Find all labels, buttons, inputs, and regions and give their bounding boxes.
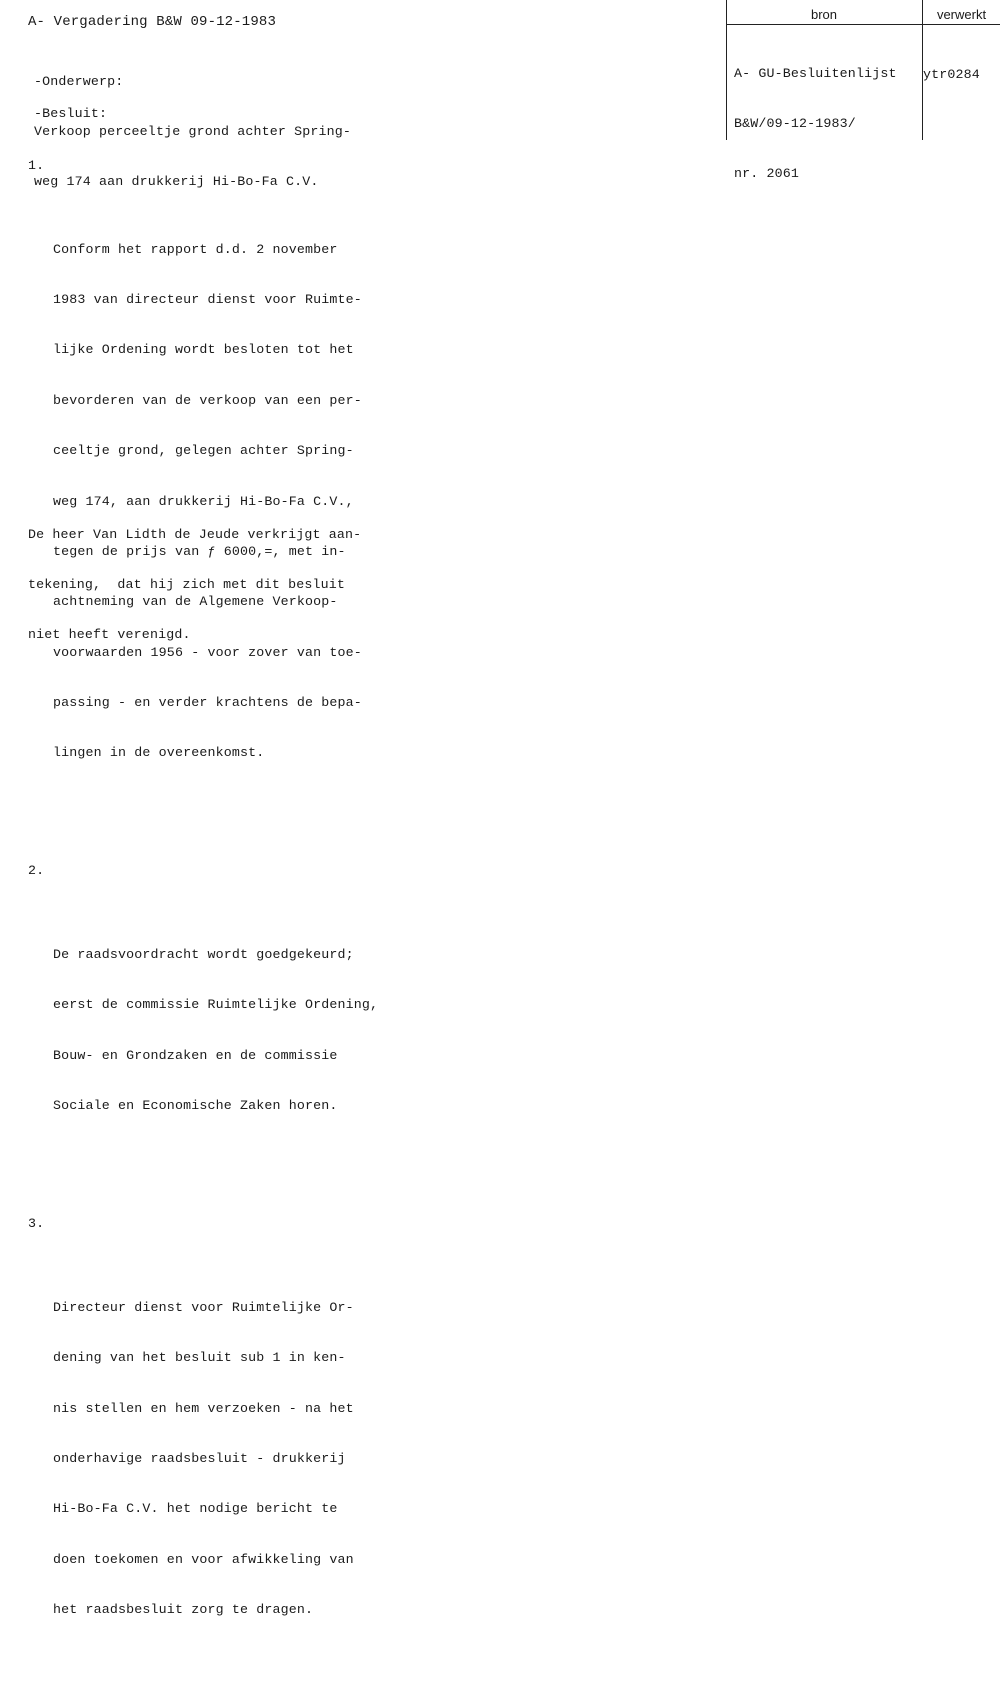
table-header-rule — [726, 24, 1000, 25]
onderwerp-line: Verkoop perceeltje grond achter Spring- — [34, 123, 352, 139]
item-line: onderhavige raadsbesluit - drukkerij — [53, 1450, 346, 1466]
item-number: 3. — [28, 1215, 45, 1231]
item-line: lingen in de overeenkomst. — [53, 745, 265, 761]
item-line: passing - en verder krachtens de bepa- — [53, 695, 362, 711]
besluit-item-3 — [28, 1216, 378, 1686]
bron-cell — [734, 32, 897, 217]
item-line: Hi-Bo-Fa C.V. het nodige bericht te — [53, 1501, 338, 1517]
item-line: dening van het besluit sub 1 in ken- — [53, 1350, 346, 1366]
item-line: bevorderen van de verkoop van een per- — [53, 392, 362, 408]
source-table — [726, 0, 1000, 182]
bron-line: nr. 2061 — [734, 166, 800, 182]
bron-line: A- GU-Besluitenlijst — [734, 65, 897, 81]
besluit-list — [28, 124, 378, 1703]
item-line: Bouw- en Grondzaken en de commissie — [53, 1047, 338, 1063]
item-line: 1983 van directeur dienst voor Ruimte- — [53, 291, 362, 307]
verwerkt-header: verwerkt — [936, 7, 987, 22]
item-line: ceeltje grond, gelegen achter Spring- — [53, 443, 354, 459]
onderwerp-label: -Onderwerp: — [34, 73, 124, 89]
item-line: het raadsbesluit zorg te dragen. — [53, 1602, 314, 1618]
item-line: De raadsvoordracht wordt goedgekeurd; — [53, 947, 354, 963]
item-line: weg 174, aan drukkerij Hi-Bo-Fa C.V., — [53, 493, 354, 509]
onderwerp-line: weg 174 aan drukkerij Hi-Bo-Fa C.V. — [34, 174, 319, 190]
item-line: tegen de prijs van ƒ 6000,=, met in- — [53, 543, 346, 559]
item-line: nis stellen en hem verzoeken - na het — [53, 1400, 354, 1416]
item-line: Conform het rapport d.d. 2 november — [53, 241, 338, 257]
document-heading: A- Vergadering B&W 09-12-1983 — [28, 14, 276, 30]
closing-line: tekening, dat hij zich met dit besluit — [28, 576, 346, 592]
item-line: voorwaarden 1956 - voor zover van toe- — [53, 644, 362, 660]
item-line: lijke Ordening wordt besloten tot het — [53, 342, 354, 358]
bron-header: bron — [810, 7, 838, 22]
closing-note — [28, 493, 361, 661]
bron-line: B&W/09-12-1983/ — [734, 115, 856, 131]
item-line: Directeur dienst voor Ruimtelijke Or- — [53, 1299, 354, 1315]
item-line: Sociale en Economische Zaken horen. — [53, 1098, 338, 1114]
verwerkt-cell: ytr0284 — [923, 67, 980, 82]
closing-line: De heer Van Lidth de Jeude verkrijgt aan- — [28, 526, 362, 542]
besluit-label: -Besluit: — [34, 106, 108, 121]
item-line: doen toekomen en voor afwikkeling van — [53, 1551, 354, 1567]
item-line: achtneming van de Algemene Verkoop- — [53, 594, 338, 610]
closing-line: niet heeft verenigd. — [28, 627, 191, 643]
item-number: 1. — [28, 157, 45, 173]
item-number: 2. — [28, 863, 45, 879]
besluit-item-2 — [28, 863, 378, 1182]
item-line: eerst de commissie Ruimtelijke Ordening, — [53, 997, 379, 1013]
